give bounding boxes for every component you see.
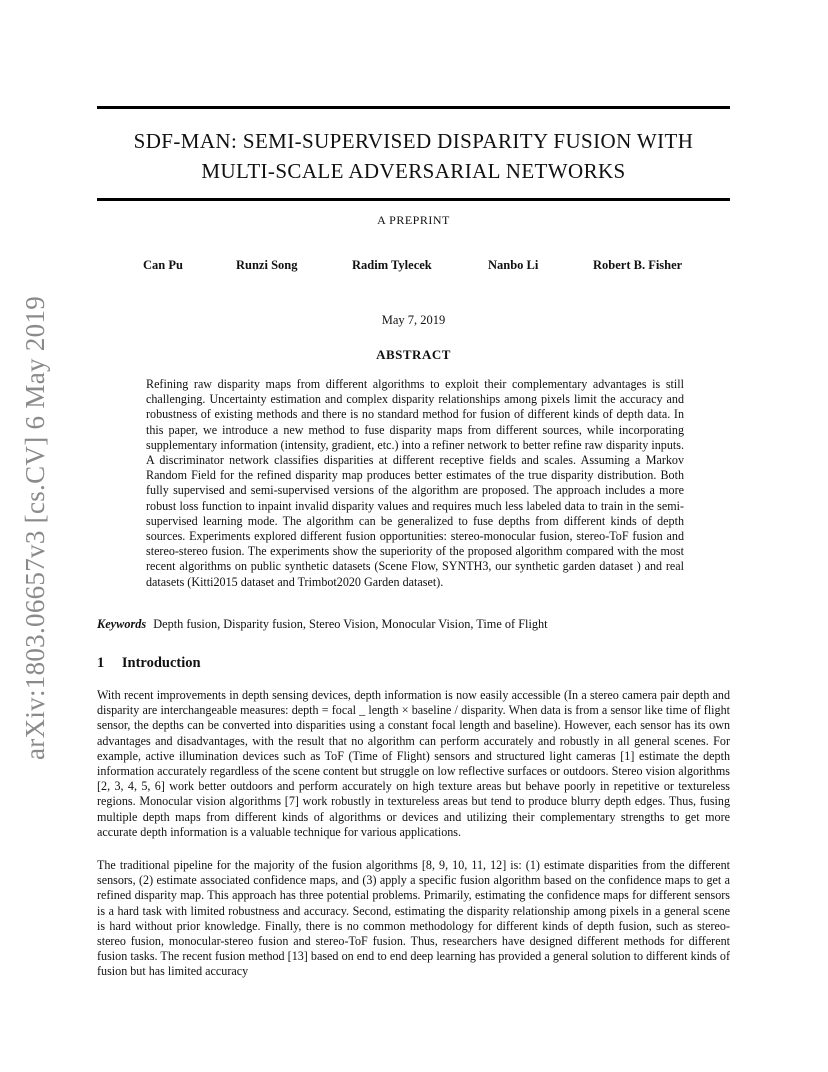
abstract-heading: ABSTRACT [376,347,451,362]
section-number: 1 [97,655,105,671]
section-title: Introduction [121,655,201,671]
keywords-line [97,617,730,632]
preprint-label: A PREPRINT [377,213,450,227]
keywords-label: Keywords [97,617,147,631]
keywords-text: Depth fusion, Disparity fusion, Stereo Vision, Monocular Vision, Time of Flight [153,617,548,631]
title-top-rule [97,106,730,109]
author-name: Can Pu [143,258,183,272]
arxiv-identifier: arXiv:1803.06657v3 [cs.CV] 6 May 2019 [20,295,50,760]
section-heading [97,655,730,672]
publication-date: May 7, 2019 [381,313,446,327]
author-name: Runzi Song [236,258,298,272]
title-line-1: SDF-MAN: SEMI-SUPERVISED DISPARITY FUSION WITH [133,129,694,153]
body-paragraph: With recent improvements in depth sensing devices, depth information is now easily accessible (In a stereo camera pair depth and disparity are interchangeable measures: depth = focal _ length × baseline / disparity. When data is from a sensor like time of flight sensor, the depths can be converted into disparities using a constant focal length and baseline). However, each sensor has its own advantages and disadvantages, with the result that no algorithm can perform accurately and robustly in all general scenes. For example, active illumination devices such as ToF (Time of Flight) sensors and structured light cameras [1] estimate the depth information accurately regardless of the scene content but struggle on low reflective surfaces or outdoors. Stereo vision algorithms [2, 3, 4, 5, 6] work better outdoors and perform accurately on high texture areas but behave poorly in repetitive or textureless regions. Monocular vision algorithms [7] work robustly in textureless areas but tend to produce blurry depth edges. Thus, fusing multiple depth maps from different kinds of algorithms or devices and utilizing their complementary strengths to get more accurate depth information is a valuable technique for various applications. [97,688,730,839]
title-line-2: MULTI-SCALE ADVERSARIAL NETWORKS [201,159,626,183]
author-name: Nanbo Li [488,258,539,272]
body-paragraph: The traditional pipeline for the majority of the fusion algorithms [8, 9, 10, 11, 12] is: (1) estimate disparities from the different sensors, (2) estimate associated confidence maps, and (3) apply a specific fusion algorithm based on the confidence maps to get a refined disparity map. This approach has three potential problems. Primarily, estimating the confidence maps for different sensors is a hard task with limited robustness and accuracy. Second, estimating the disparity relationship among pixels in a general scene is hard without prior knowledge. Finally, there is no common methodology for different kinds of depth fusion, such as stereo-stereo fusion, monocular-stereo fusion and stereo-ToF fusion. Thus, researchers have designed different methods for different fusion tasks. The recent fusion method [13] based on end to end deep learning has provided a general solution to different kinds of fusion but has limited accuracy [97,858,730,979]
abstract-text: Refining raw disparity maps from different algorithms to exploit their complementary advantages is still challenging. Uncertainty estimation and complex disparity relationships among pixels limit the accuracy and robustness of existing methods and there is no standard method for fusion of different kinds of depth data. In this paper, we introduce a new method to fuse disparity maps from different sources, while incorporating supplementary information (intensity, gradient, etc.) into a refiner network to better refine raw disparity inputs. A discriminator network classifies disparities at different receptive fields and scales. Assuming a Markov Random Field for the refined disparity map produces better estimates of the true disparity distribution. Both fully supervised and semi-supervised versions of the algorithm are proposed. The approach includes a more robust loss function to inpaint invalid disparity values and requires much less labeled data to train in the semi-supervised learning mode. The algorithm can be generalized to fuse depths from different kinds of depth sources. Experiments explored different fusion opportunities: stereo-monocular fusion, stereo-ToF fusion and stereo-stereo fusion. The experiments show the superiority of the proposed algorithm compared with the most recent algorithms on public synthetic datasets (Scene Flow, SYNTH3, our synthetic garden dataset ) and real datasets (Kitti2015 dataset and Trimbot2020 Garden dataset). [146,377,684,589]
title-bottom-rule [97,198,730,201]
author-name: Robert B. Fisher [593,258,683,272]
paper-title [97,126,730,186]
author-list [0,258,828,274]
author-name: Radim Tylecek [352,258,432,272]
